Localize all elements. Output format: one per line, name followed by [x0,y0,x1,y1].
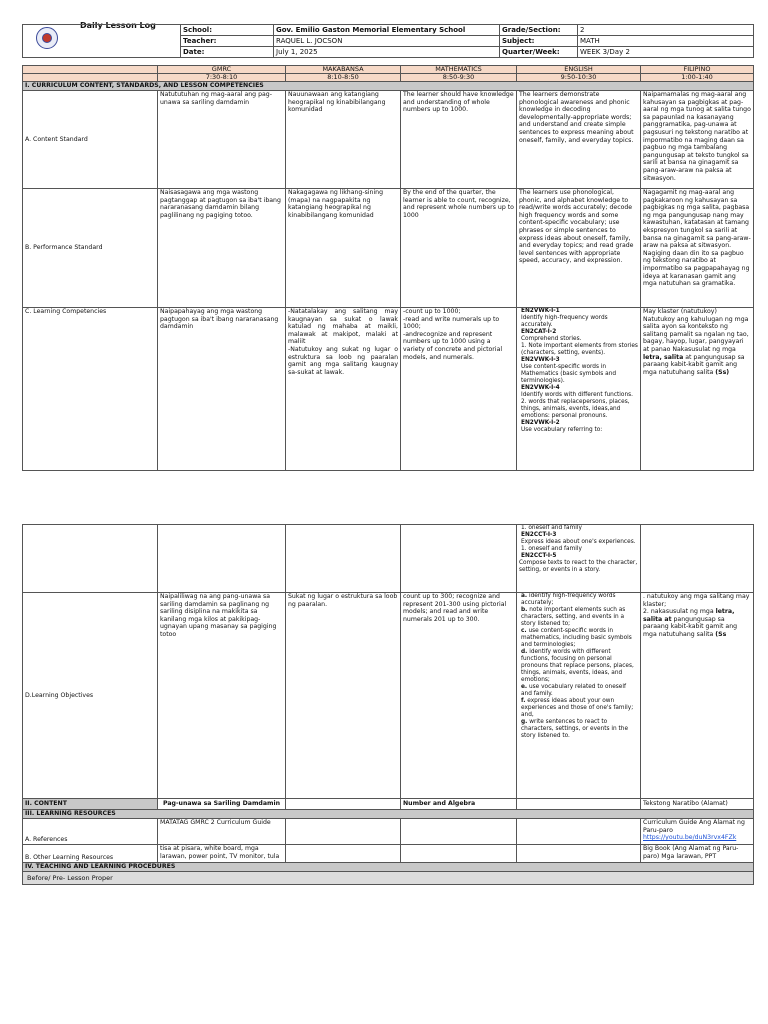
competency-math-3: -andrecognize and represent numbers up to 1000 using a variety of concrete and pictorial models, and numerals. [403,330,503,361]
performance-standard-makabansa: Nakagagawa ng likhang-sining (mapa) na nagpapakita ng katangiang heograpikal ng kinabibilangang komunidad [286,189,401,308]
obj-letter-a: a. [521,593,528,599]
english-comp-1: Identify high-frequency words accurately. [521,315,608,328]
obj-english-g: write sentences to react to characters, settings, or events in the story listened to. [521,719,629,739]
competency-makabansa-1: -Natatalakay ang salitang may kaugnayan sa sukat o lawak katulad ng mahaba at maikli, malawak at makipot, malaki at maliit [288,308,398,346]
obj-filipino-ss: (Ss [715,630,727,638]
ref-makabansa-empty [286,819,401,845]
obj-english-c: use content-specific words in mathematics, including basic symbols and terminologies; [521,628,632,648]
subject-value: MATH [578,36,754,47]
ref-english-empty [517,819,641,845]
cont-filipino-empty [641,525,754,593]
teacher-value: RAQUEL L. JOCSON [274,36,500,47]
obj-letter-c: c. [521,628,527,634]
obj-english-d: identify words with different functions, focusing on personal pronouns that replace persons, places, things, animals, events, ideas, and emotions; [521,649,634,683]
ref-filipino-text: Curriculum Guide Ang Alamat ng Paru-paro [643,819,745,834]
teacher-label: Teacher: [181,36,274,47]
date-label: Date: [181,47,274,58]
col-time-gmrc: 7:30-8:10 [158,74,286,82]
other-makabansa-empty [286,845,401,863]
content-standard-english: The learners demonstrate phonological awareness and phonic knowledge in decoding developmentally-appropriate words; and understand and create simple sentences to express meaning about oneself, family, and everyday topics. [517,91,641,189]
continuation-english [517,525,641,593]
other-resources-filipino: Big Book (Ang Alamat ng Paru-paro) Mga larawan, PPT [641,845,754,863]
content-gmrc: Pag-unawa sa Sariling Damdamin [158,799,286,810]
competency-math-1: -count up to 1000; [403,308,461,315]
section-procedures: IV. TEACHING AND LEARNING PROCEDURES [23,863,754,872]
english-code-4: EN2VWK-I-3 [521,357,560,363]
grade-value: 2 [578,25,754,36]
objectives-filipino [641,593,754,799]
empty-corner [23,66,158,74]
col-subject-english: ENGLISH [517,66,641,74]
content-standard-makabansa: Nauunawaan ang katangiang heograpikal ng kinabibilangang komunidad [286,91,401,189]
content-label: II. CONTENT [23,799,158,810]
school-label: School: [181,25,274,36]
competency-makabansa-2: -Natutukoy ang sukat ng lugar o estruktura sa loob ng paaralan gamit ang mga salitang kaugnay sa-sukat at lawak. [288,345,398,376]
obj-letter-f: f. [521,698,526,704]
other-resources-label: B. Other Learning Resources [23,845,158,863]
content-standard-filipino: Naipamamalas ng mag-aaral ang kahusayan sa pagbigkas at pag-aaral ng mga tunog at salita tungo sa papaunlad na kasanayang panggramatika, pag-unawa at pagsusuri ng tekstong naratibo at impormatibo na maging daan sa pagbuo ng mga tambalang pangungusap at teksto tungkol sa sarili at bansa na ginagamit sa pang-araw-araw na paksa at sitwasyon. [641,91,754,189]
obj-letter-e: e. [521,684,528,690]
english-cont-1: 1. oneself and family [521,525,582,531]
col-subject-makabansa: MAKABANSA [286,66,401,74]
performance-standard-math: By the end of the quarter, the learner is able to count, recognize, and represent whole numbers up to 1000 [401,189,517,308]
grade-label: Grade/Section: [500,25,578,36]
content-standard-math: The learner should have knowledge and understanding of whole numbers up to 1000. [401,91,517,189]
filipino-comp-1: May klaster (natutukoy) [643,308,717,315]
filipino-comp-ss: (Ss) [715,368,730,376]
english-code-6: EN2VWK-I-2 [521,420,560,426]
content-standard-label: A. Content Standard [23,91,158,189]
english-cont-code-2: EN2CCT-I-5 [521,553,557,559]
references-filipino [641,819,754,845]
obj-filipino-1: . natutukoy ang mga salitang may klaster; [643,593,750,608]
english-comp-5: Identify words with different functions. 2. words that replacepersons, places, things, animals, events, ideas,and emotions: personal pronouns. [521,392,633,419]
school-value: Gov. Emilio Gaston Memorial Elementary School [274,25,500,36]
obj-letter-d: d. [521,649,528,655]
col-time-math: 8:50-9:30 [401,74,517,82]
obj-filipino-bold: letra, salita at [643,608,735,623]
col-time-filipino: 1:00-1:40 [641,74,754,82]
col-time-makabansa: 8:10-8:50 [286,74,401,82]
filipino-comp-3: at pangungusap sa paraang kabit-kabit gamit ang mga natutuhang salita [643,353,745,376]
obj-english-a: identify high-frequency words accurately; [521,593,616,606]
page-title: Daily Lesson Log [80,21,156,30]
performance-standard-gmrc: Naisasagawa ang mga wastong pagtanggap at pagtugon sa iba't ibang nararanasang damdamin bilang paglilinang ng pagiging totoo. [158,189,286,308]
filipino-comp-bold: letra, salita [643,353,684,361]
empty-corner-time [23,74,158,82]
english-cont-3: 1. oneself and family [521,546,582,552]
performance-standard-english: The learners use phonological, phonic, and alphabet knowledge to read/write words accurately; decode high frequency words and some content-specific vocabulary; use phrases or simple sentences to express ideas about oneself, family, and everyday topics; and read grade level sentences with appropriate speed, accuracy, and expression. [517,189,641,308]
lesson-table-page-2 [22,524,754,885]
competency-math-2: -read and write numerals up to 1000; [403,315,500,331]
obj-letter-b: b. [521,607,528,613]
competencies-filipino [641,308,754,471]
english-cont-2: Express ideas about one's experiences. [521,539,636,545]
english-code-5: EN2VWK-I-4 [521,385,560,391]
header-info-table [22,24,754,58]
performance-standard-label: B. Performance Standard [23,189,158,308]
date-value: July 1, 2025 [274,47,500,58]
english-comp-6: Use vocabulary referring to: [521,427,603,433]
objectives-english [517,593,641,799]
col-subject-gmrc: GMRC [158,66,286,74]
subject-label: Subject: [500,36,578,47]
obj-english-b: note important elements such as characters, setting, and events in a story listened to; [521,607,626,627]
references-gmrc: MATATAG GMRC 2 Curriculum Guide [158,819,286,845]
objectives-math: count up to 300; recognize and represent 201-300 using pictorial models; and read and write numerals 201 up to 300. [401,593,517,799]
content-english-empty [517,799,641,810]
cont-math-empty [401,525,517,593]
content-filipino: Tekstong Naratibo (Alamat) [641,799,754,810]
obj-filipino-2: 2. nakasusulat ng mga [643,608,714,616]
col-subject-filipino: FILIPINO [641,66,754,74]
objectives-label: D.Learning Objectives [23,593,158,799]
lesson-table-page-1 [22,65,754,471]
before-lesson-proper: Before/ Pre- Lesson Proper [23,872,754,885]
col-subject-math: MATHEMATICS [401,66,517,74]
competencies-gmrc: Naipapahayag ang mga wastong pagtugon sa iba't ibang nararanasang damdamin [158,308,286,471]
other-math-empty [401,845,517,863]
obj-letter-g: g. [521,719,528,725]
cont-gmrc-empty [158,525,286,593]
competencies-label: C. Learning Competencies [23,308,158,471]
objectives-makabansa: Sukat ng lugar o estruktura sa loob ng paaralan. [286,593,401,799]
content-makabansa-empty [286,799,401,810]
ref-math-empty [401,819,517,845]
section-curriculum: I. CURRICULUM CONTENT, STANDARDS, AND LESSON COMPETENCIES [23,82,754,91]
obj-english-e: use vocabulary related to oneself and family. [521,684,627,697]
content-standard-gmrc: Natututuhan ng mag-aaral ang pag-unawa sa sariling damdamin [158,91,286,189]
logo-cell [23,25,181,58]
english-cont-code-1: EN2CCT-I-3 [521,532,557,538]
content-math: Number and Algebra [401,799,517,810]
col-time-english: 9:50-10:30 [517,74,641,82]
obj-english-f: express ideas about your own experiences and those of one's family; and, [521,698,634,718]
english-cont-4: Compose texts to react to the character, setting, or events in a story. [519,560,638,573]
cont-label-empty [23,525,158,593]
english-code-1: EN2VWK-I-1 [521,308,560,314]
section-resources: III. LEARNING RESOURCES [23,810,754,819]
cont-makabansa-empty [286,525,401,593]
english-comp-2: Comprehend stories. [521,336,582,342]
objectives-gmrc: Naipaliliwag na ang pang-unawa sa sariling damdamin sa paglinang ng sariling disiplina na makikita sa kanilang mga kilos at pakikipag-ugnayan upang masanay sa pagiging totoo [158,593,286,799]
competencies-english [517,308,641,471]
performance-standard-filipino: Nagagamit ng mag-aaral ang pagkakaroon ng kahusayan sa pagbigkas ng mga salita, pagbasa ng mga pangungusap nang may kawastuhan, katatasan at tamang ekspresyon tungkol sa sarili at bansa na ginagamit sa pang-araw-araw na paksa at sitwasyon. Nagiging daan din ito sa pagbuo ng tekstong naratibo at impormatibo sa pagpapahayag ng ideya at karanasan gamit ang mga natutuhan sa gramatika. [641,189,754,308]
english-comp-4: Use content-specific words in Mathematics (basic symbols and terminologies). [521,364,617,384]
ref-filipino-link[interactable]: https://youtu.be/duN3rvx4FZk [643,834,737,842]
filipino-comp-2: Natutukoy ang kahulugan ng mga salita ayon sa konteksto ng salitang pamalit sa ngalan ng tao, bagay, hayop, lugar, pangyayari at panao Nakasusulat ng mga [643,315,749,353]
quarter-label: Quarter/Week: [500,47,578,58]
obj-filipino-3: pangungusap sa paraang kabit-kabit gamit ang mga natutuhang salita [643,615,738,638]
competencies-makabansa [286,308,401,471]
english-comp-3: 1. Note important elements from stories (characters, setting, events). [521,343,638,356]
english-code-2: EN2CAT-I-2 [521,329,557,335]
other-resources-gmrc: tisa at pisara, white board, mga larawan, power point, TV monitor, tula [158,845,286,863]
references-label: A. References [23,819,158,845]
competencies-math [401,308,517,471]
other-english-empty [517,845,641,863]
quarter-value: WEEK 3/Day 2 [578,47,754,58]
